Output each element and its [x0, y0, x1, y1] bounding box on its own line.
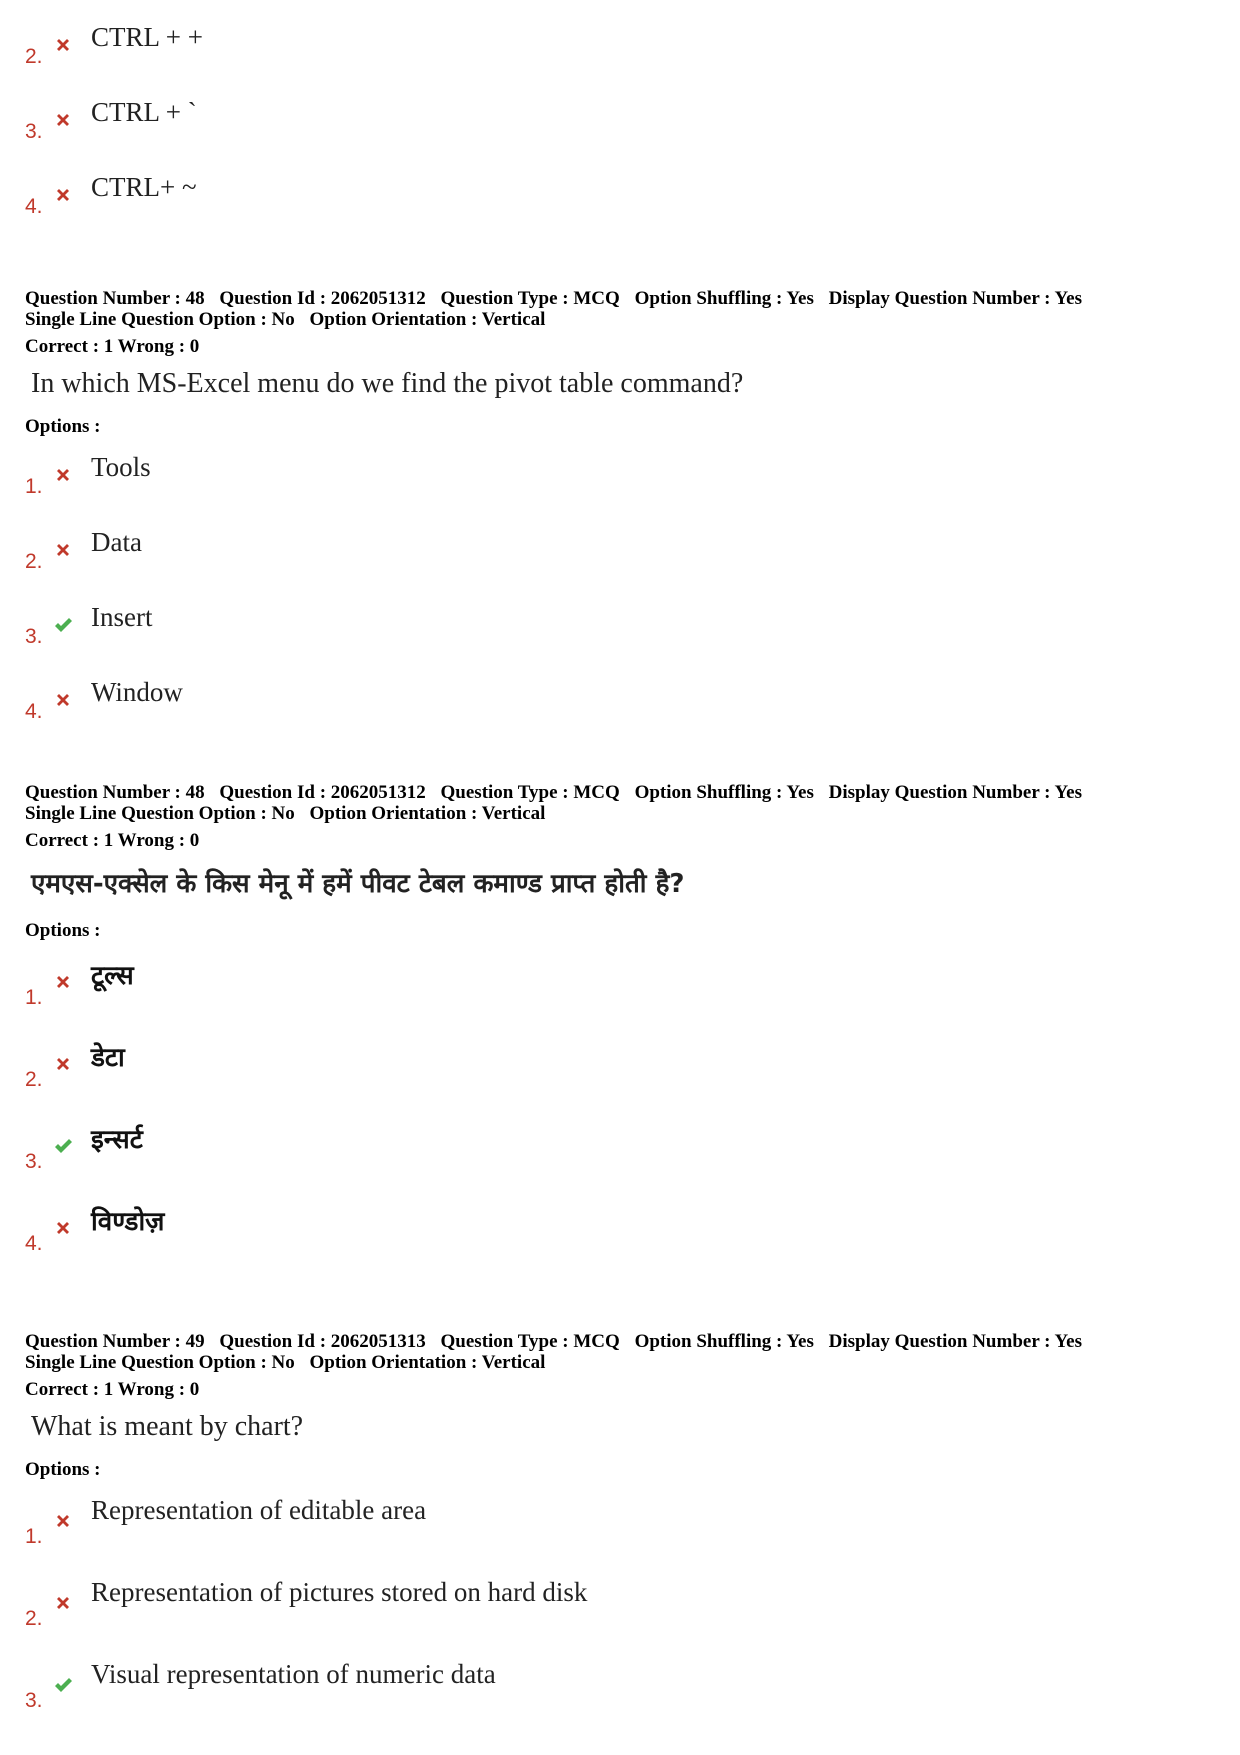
option-number: 1.: [25, 1525, 43, 1548]
wrong-cross-icon: [53, 35, 73, 55]
wrong-cross-icon: [53, 1054, 73, 1074]
display-question-number: Display Question Number : Yes: [828, 288, 1082, 309]
correct-wrong-marks: Correct : 1 Wrong : 0: [25, 336, 200, 357]
option-row: [25, 1024, 1225, 1106]
option-number: 2.: [25, 45, 43, 68]
question-meta-line-1: [25, 1331, 1225, 1352]
question-meta-line-1: [25, 782, 1225, 803]
option-text: डेटा: [91, 1043, 125, 1073]
option-text: CTRL + +: [91, 22, 203, 52]
options-list: [25, 942, 1225, 1270]
single-line-option: Single Line Question Option : No: [25, 1352, 295, 1373]
question-meta-line-2: [25, 803, 1225, 824]
option-number: 2.: [25, 550, 43, 573]
option-number: 3.: [25, 1150, 43, 1173]
question-block: [25, 1331, 1225, 1727]
question-type: Question Type : MCQ: [440, 1331, 620, 1352]
wrong-cross-icon: [53, 1593, 73, 1613]
wrong-cross-icon: [53, 1511, 73, 1531]
option-number: 3.: [25, 120, 43, 143]
wrong-cross-icon: [53, 540, 73, 560]
option-orientation: Option Orientation : Vertical: [309, 803, 546, 824]
question-block: [25, 288, 1225, 738]
correct-wrong-marks: Correct : 1 Wrong : 0: [25, 1379, 200, 1400]
option-number: 3.: [25, 1689, 43, 1712]
option-text: Data: [91, 527, 142, 557]
question-text: In which MS-Excel menu do we find the pivot table command?: [31, 368, 744, 399]
single-line-option: Single Line Question Option : No: [25, 309, 295, 330]
option-row: [25, 1645, 1225, 1727]
wrong-cross-icon: [53, 972, 73, 992]
option-number: 4.: [25, 700, 43, 723]
option-row: [25, 8, 1225, 83]
wrong-cross-icon: [53, 110, 73, 130]
display-question-number: Display Question Number : Yes: [828, 1331, 1082, 1352]
option-text: इन्सर्ट: [91, 1125, 143, 1155]
option-row: [25, 158, 1225, 233]
option-text: विण्डोज़: [91, 1207, 165, 1237]
option-text: Insert: [91, 602, 153, 632]
option-text: Visual representation of numeric data: [91, 1659, 496, 1689]
question-block: [25, 782, 1225, 1270]
correct-check-icon: [53, 1136, 73, 1156]
wrong-cross-icon: [53, 690, 73, 710]
question-type: Question Type : MCQ: [440, 288, 620, 309]
option-text: Tools: [91, 452, 151, 482]
option-number: 2.: [25, 1607, 43, 1630]
wrong-cross-icon: [53, 465, 73, 485]
question-meta-line-2: [25, 309, 1225, 330]
option-row: [25, 588, 1225, 663]
option-row: [25, 513, 1225, 588]
options-label: Options :: [25, 416, 101, 437]
question-meta-line-1: [25, 288, 1225, 309]
question-id: Question Id : 2062051312: [219, 782, 426, 803]
option-text: Representation of editable area: [91, 1495, 427, 1525]
correct-check-icon: [53, 1675, 73, 1695]
question-number: Question Number : 48: [25, 782, 205, 803]
option-shuffling: Option Shuffling : Yes: [634, 1331, 814, 1352]
single-line-option: Single Line Question Option : No: [25, 803, 295, 824]
options-list: [25, 1481, 1225, 1727]
option-orientation: Option Orientation : Vertical: [309, 1352, 546, 1373]
option-number: 1.: [25, 986, 43, 1009]
option-text: Window: [91, 677, 183, 707]
question-id: Question Id : 2062051312: [219, 288, 426, 309]
option-row: [25, 1563, 1225, 1645]
wrong-cross-icon: [53, 185, 73, 205]
option-orientation: Option Orientation : Vertical: [309, 309, 546, 330]
option-number: 4.: [25, 1232, 43, 1255]
option-shuffling: Option Shuffling : Yes: [634, 782, 814, 803]
option-number: 4.: [25, 195, 43, 218]
option-text: टूल्स: [91, 961, 134, 991]
question-meta-line-2: [25, 1352, 1225, 1373]
display-question-number: Display Question Number : Yes: [828, 782, 1082, 803]
option-row: [25, 83, 1225, 158]
option-number: 3.: [25, 625, 43, 648]
question-id: Question Id : 2062051313: [219, 1331, 426, 1352]
options-label: Options :: [25, 1459, 101, 1480]
question-type: Question Type : MCQ: [440, 782, 620, 803]
option-row: [25, 438, 1225, 513]
wrong-cross-icon: [53, 1218, 73, 1238]
option-text: CTRL+ ~: [91, 172, 197, 202]
correct-check-icon: [53, 615, 73, 635]
question-number: Question Number : 49: [25, 1331, 205, 1352]
option-row: [25, 942, 1225, 1024]
options-label: Options :: [25, 920, 101, 941]
option-shuffling: Option Shuffling : Yes: [634, 288, 814, 309]
option-row: [25, 1106, 1225, 1188]
option-text: CTRL + `: [91, 97, 197, 127]
correct-wrong-marks: Correct : 1 Wrong : 0: [25, 830, 200, 851]
option-number: 2.: [25, 1068, 43, 1091]
option-number: 1.: [25, 475, 43, 498]
option-text: Representation of pictures stored on hard disk: [91, 1577, 588, 1607]
previous-question-options: [25, 8, 1225, 233]
question-text: What is meant by chart?: [31, 1411, 304, 1442]
option-row: [25, 1188, 1225, 1270]
question-number: Question Number : 48: [25, 288, 205, 309]
question-text: एमएस-एक्सेल के किस मेनू में हमें पीवट टेबल कमाण्ड प्राप्त होती है?: [31, 869, 685, 899]
options-list: [25, 438, 1225, 738]
option-row: [25, 663, 1225, 738]
option-row: [25, 1481, 1225, 1563]
